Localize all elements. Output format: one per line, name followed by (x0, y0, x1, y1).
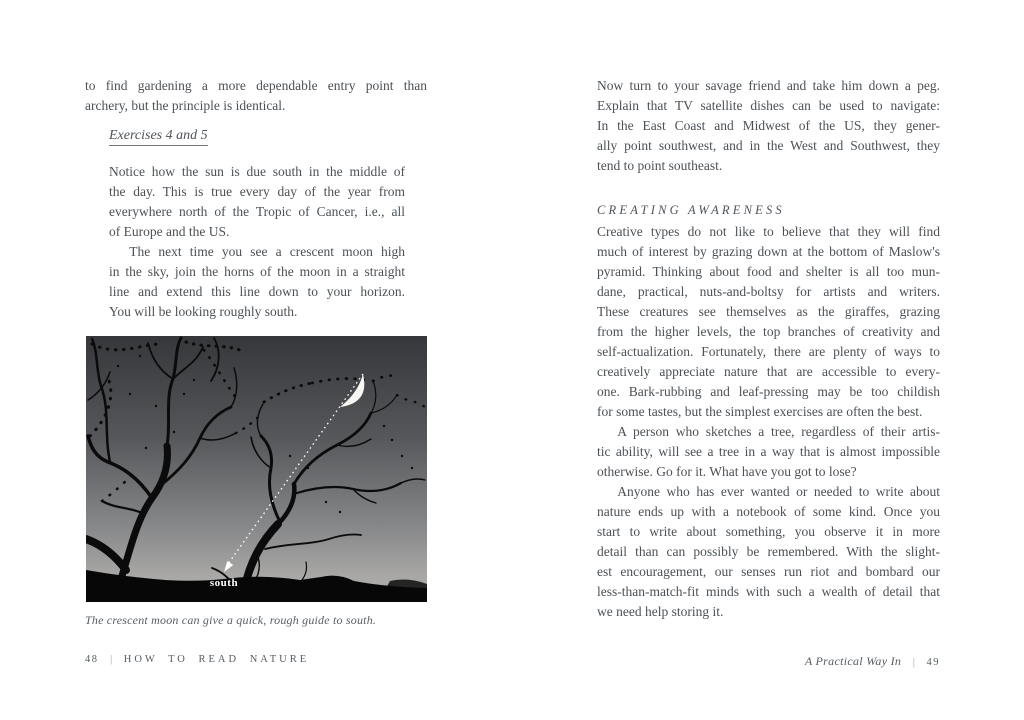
book-title: HOW TO READ NATURE (123, 654, 310, 665)
paragraph-satellite (597, 76, 940, 176)
text-line: everywhere north of the Tropic of Cancer, i.e., all (109, 204, 405, 219)
text-line: nature ends up with a notebook of some kind. Once you (597, 504, 940, 519)
page-number-left: 48 (85, 654, 99, 665)
text-line: ally point southwest, and in the West and Southwest, they (597, 138, 940, 153)
text-line: for some tastes, but the simplest exercises are often the best. (597, 404, 923, 419)
text-line: of Europe and the US. (109, 224, 230, 239)
text-line: The next time you see a crescent moon high (129, 244, 405, 259)
footer-separator: | (110, 654, 113, 665)
text-line: These creatures see themselves as the giraffes, grazing (597, 304, 940, 319)
left-running-footer (85, 654, 309, 665)
chapter-title: A Practical Way In (804, 654, 902, 668)
paragraph-notebook (597, 482, 940, 622)
footer-separator: | (912, 657, 915, 668)
text-line: otherwise. Go for it. What have you got to lose? (597, 464, 857, 479)
page-right (597, 0, 940, 720)
text-line: You will be looking roughly south. (109, 304, 298, 319)
text-line: much of interest by grazing down at the bottom of Maslow's (597, 244, 940, 259)
crescent-moon-photo (86, 336, 427, 602)
text-line: the day. This is true every day of the year from (109, 184, 405, 199)
text-line: from the higher levels, the top branches of creativity and (597, 324, 940, 339)
crescent-moon-photo-art (86, 336, 427, 602)
text-line: tic ability, will see a tree in a way that is almost impossible (597, 444, 940, 459)
text-line: Now turn to your savage friend and take him down a peg. (597, 78, 940, 93)
text-line: est encouragement, our senses run riot and bombard our (597, 564, 940, 579)
text-line: start to write about something, you observe it in more (597, 524, 940, 539)
text-line: pyramid. Thinking about food and shelter is all too mun- (597, 264, 940, 279)
text-line: self-actualization. Fortunately, there are plenty of ways to (597, 344, 940, 359)
text-line: Explain that TV satellite dishes can be used to navigate: (597, 98, 940, 113)
text-line: A person who sketches a tree, regardless of their artis- (617, 424, 940, 439)
text-line: In the East Coast and Midwest of the US, they gener- (597, 118, 940, 133)
page-number-right: 49 (926, 657, 940, 668)
text-line: Notice how the sun is due south in the middle of (109, 164, 405, 179)
text-line: creatively appreciate nature that are accessible to every- (597, 364, 940, 379)
south-label: south (209, 577, 239, 589)
exercise-block (109, 162, 405, 322)
paragraph-creative (597, 222, 940, 422)
paragraph-sketch (597, 422, 940, 482)
text-line: Creative types do not like to believe that they will find (597, 224, 940, 239)
section-heading: CREATING AWARENESS (597, 203, 785, 217)
text-line: detail than can possibly be remembered. With the slight- (597, 544, 940, 559)
text-line: in the sky, join the horns of the moon in a straight (109, 264, 405, 279)
page-left (85, 0, 427, 720)
text-line: we need help storing it. (597, 604, 724, 619)
exercise-paragraph-1 (109, 162, 405, 242)
exercise-paragraph-2 (109, 242, 405, 322)
text-line: dane, practical, nuts-and-boltsy for artists and writers. (597, 284, 940, 299)
photo-caption: The crescent moon can give a quick, rough guide to south. (85, 613, 377, 627)
paragraph-intro (85, 76, 427, 116)
text-line: to find gardening a more dependable entry point than (85, 78, 427, 93)
text-line: line and extend this line down to your horizon. (109, 284, 405, 299)
text-line: tend to point southeast. (597, 158, 723, 173)
text-line: less-than-match-fit minds with such a wealth of detail that (597, 584, 940, 599)
right-running-footer (597, 654, 940, 669)
text-line: Anyone who has ever wanted or needed to write about (617, 484, 940, 499)
text-line: archery, but the principle is identical. (85, 98, 286, 113)
text-line: one. Bark-rubbing and leaf-pressing may be too childish (597, 384, 940, 399)
exercise-heading (109, 128, 208, 144)
exercise-heading-text: Exercises 4 and 5 (109, 128, 208, 146)
